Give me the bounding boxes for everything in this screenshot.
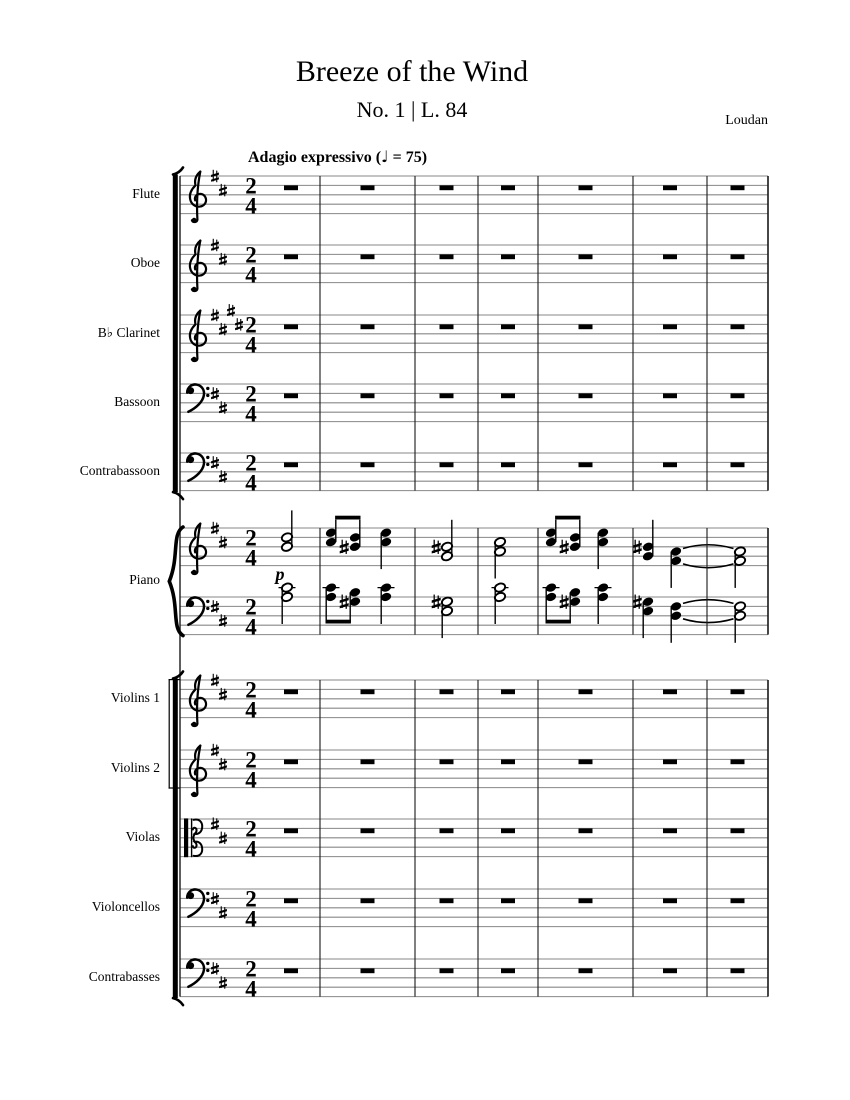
whole-rest	[361, 759, 375, 764]
whole-rest	[663, 393, 677, 398]
whole-rest	[663, 828, 677, 833]
staff-violins-2	[180, 744, 768, 797]
group-brackets	[169, 168, 183, 1006]
whole-rest	[361, 462, 375, 467]
treble-clef-icon	[190, 311, 206, 362]
treble-clef-icon	[190, 524, 206, 575]
whole-rest	[663, 759, 677, 764]
barlines	[179, 173, 769, 997]
staff-contrabassoon	[180, 451, 768, 496]
whole-rest	[361, 898, 375, 903]
whole-rest	[284, 393, 298, 398]
time-sig-denominator: 4	[245, 332, 257, 358]
beam	[555, 516, 580, 520]
whole-rest	[284, 689, 298, 694]
whole-rest	[284, 254, 298, 259]
whole-rest	[361, 393, 375, 398]
beam	[335, 516, 360, 520]
time-sig-numerator: 2	[245, 594, 257, 620]
tempo-text: Adagio expressivo (	[248, 149, 382, 166]
whole-rest	[731, 828, 745, 833]
whole-rest	[579, 828, 593, 833]
staff-flute	[180, 170, 768, 223]
time-sig-numerator: 2	[245, 525, 257, 551]
whole-rest	[731, 898, 745, 903]
whole-rest	[440, 898, 454, 903]
instrument-label-piano-rh: Piano	[129, 572, 160, 588]
whole-rest	[501, 968, 515, 973]
time-sig-numerator: 2	[245, 956, 257, 982]
whole-rest	[440, 689, 454, 694]
instrument-label-bassoon: Bassoon	[114, 393, 160, 409]
whole-rest	[361, 689, 375, 694]
whole-rest	[731, 968, 745, 973]
whole-rest	[663, 324, 677, 329]
staff-violoncellos	[180, 887, 768, 932]
whole-rest	[284, 898, 298, 903]
tie	[683, 600, 734, 604]
time-sig-denominator: 4	[245, 401, 257, 427]
time-sig-numerator: 2	[245, 312, 257, 338]
piano-brace	[169, 527, 183, 636]
whole-rest	[731, 462, 745, 467]
whole-rest	[663, 254, 677, 259]
time-sig-denominator: 4	[245, 545, 257, 571]
whole-rest	[501, 462, 515, 467]
treble-clef-icon	[190, 676, 206, 727]
whole-rest	[361, 185, 375, 190]
time-sig-numerator: 2	[245, 242, 257, 268]
whole-rest	[501, 254, 515, 259]
time-sig-denominator: 4	[245, 976, 257, 1002]
whole-rest	[663, 898, 677, 903]
whole-rest	[501, 828, 515, 833]
whole-rest	[361, 968, 375, 973]
whole-rest	[284, 828, 298, 833]
bass-clef-icon	[187, 889, 209, 916]
time-sig-denominator: 4	[245, 697, 257, 723]
treble-clef-icon	[190, 746, 206, 797]
beam	[326, 620, 351, 624]
time-sig-denominator: 4	[245, 767, 257, 793]
staff-bassoon	[180, 382, 768, 427]
bass-clef-icon	[187, 384, 209, 411]
system-barline	[179, 176, 180, 997]
instrument-label-bb-clarinet: B♭ Clarinet	[97, 324, 160, 340]
whole-rest	[440, 968, 454, 973]
staff-bb-clarinet	[180, 304, 768, 362]
whole-rest	[579, 254, 593, 259]
time-sig-denominator: 4	[245, 836, 257, 862]
piece-subtitle: No. 1 | L. 84	[356, 97, 468, 122]
time-sig-numerator: 2	[245, 173, 257, 199]
time-sig-denominator: 4	[245, 906, 257, 932]
whole-rest	[501, 393, 515, 398]
piano-music	[274, 510, 747, 642]
whole-rest	[731, 254, 745, 259]
staff-oboe	[180, 239, 768, 292]
whole-rest	[731, 689, 745, 694]
whole-rest	[440, 828, 454, 833]
time-sig-numerator: 2	[245, 747, 257, 773]
time-sig-denominator: 4	[245, 262, 257, 288]
whole-rest	[663, 462, 677, 467]
bass-clef-icon	[187, 959, 209, 986]
bracket	[173, 175, 178, 493]
whole-rest	[440, 254, 454, 259]
tie	[683, 619, 734, 623]
whole-rest	[440, 462, 454, 467]
time-sig-denominator: 4	[245, 470, 257, 496]
whole-rest	[731, 393, 745, 398]
time-sig-denominator: 4	[245, 193, 257, 219]
whole-rest	[501, 324, 515, 329]
staff-violas	[180, 817, 768, 862]
instrument-label-violins-1: Violins 1	[110, 689, 160, 705]
whole-rest	[579, 462, 593, 467]
instrument-label-flute: Flute	[132, 185, 160, 201]
time-sig-numerator: 2	[245, 816, 257, 842]
time-sig-numerator: 2	[245, 450, 257, 476]
whole-rest	[440, 759, 454, 764]
piece-title: Breeze of the Wind	[295, 55, 529, 88]
whole-rest	[731, 324, 745, 329]
whole-rest	[501, 898, 515, 903]
instrument-label-violoncellos: Violoncellos	[91, 898, 160, 914]
whole-rest	[361, 828, 375, 833]
beam	[546, 620, 571, 624]
whole-rest	[501, 689, 515, 694]
instrument-label-oboe: Oboe	[130, 254, 160, 270]
whole-rest	[284, 185, 298, 190]
time-sig-numerator: 2	[245, 677, 257, 703]
composer-credit: Loudan	[725, 113, 768, 128]
whole-rest	[663, 689, 677, 694]
treble-clef-icon	[190, 172, 206, 223]
bass-clef-icon	[187, 453, 209, 480]
whole-rest	[361, 254, 375, 259]
treble-clef-icon	[190, 241, 206, 292]
whole-rest	[284, 324, 298, 329]
time-sig-denominator: 4	[245, 614, 257, 640]
dynamic-marking: p	[275, 564, 285, 584]
whole-rest	[579, 968, 593, 973]
whole-rest	[731, 759, 745, 764]
whole-rest	[579, 759, 593, 764]
staff-violins-1	[180, 674, 768, 727]
whole-rest	[284, 462, 298, 467]
tempo-bpm: = 75)	[388, 149, 428, 166]
staff-contrabasses	[180, 957, 768, 1002]
instrument-label-violins-2: Violins 2	[110, 759, 160, 775]
whole-rest	[361, 324, 375, 329]
instrument-label-contrabasses: Contrabasses	[88, 968, 160, 984]
sub-bracket	[169, 679, 170, 789]
whole-rest	[501, 759, 515, 764]
whole-rest	[579, 393, 593, 398]
whole-rest	[440, 185, 454, 190]
time-sig-numerator: 2	[245, 381, 257, 407]
bracket	[173, 679, 178, 999]
whole-rest	[663, 968, 677, 973]
whole-rest	[579, 898, 593, 903]
whole-rest	[284, 968, 298, 973]
whole-rest	[579, 324, 593, 329]
instrument-label-contrabassoon: Contrabassoon	[79, 462, 160, 478]
whole-rest	[731, 185, 745, 190]
whole-rest	[579, 185, 593, 190]
whole-rest	[440, 324, 454, 329]
whole-rest	[284, 759, 298, 764]
whole-rest	[501, 185, 515, 190]
quarter-note-icon: ♩	[381, 147, 389, 166]
time-sig-numerator: 2	[245, 886, 257, 912]
bass-clef-icon	[187, 597, 209, 624]
whole-rest	[440, 393, 454, 398]
whole-rest	[663, 185, 677, 190]
whole-rest	[579, 689, 593, 694]
instrument-label-violas: Violas	[125, 828, 160, 844]
